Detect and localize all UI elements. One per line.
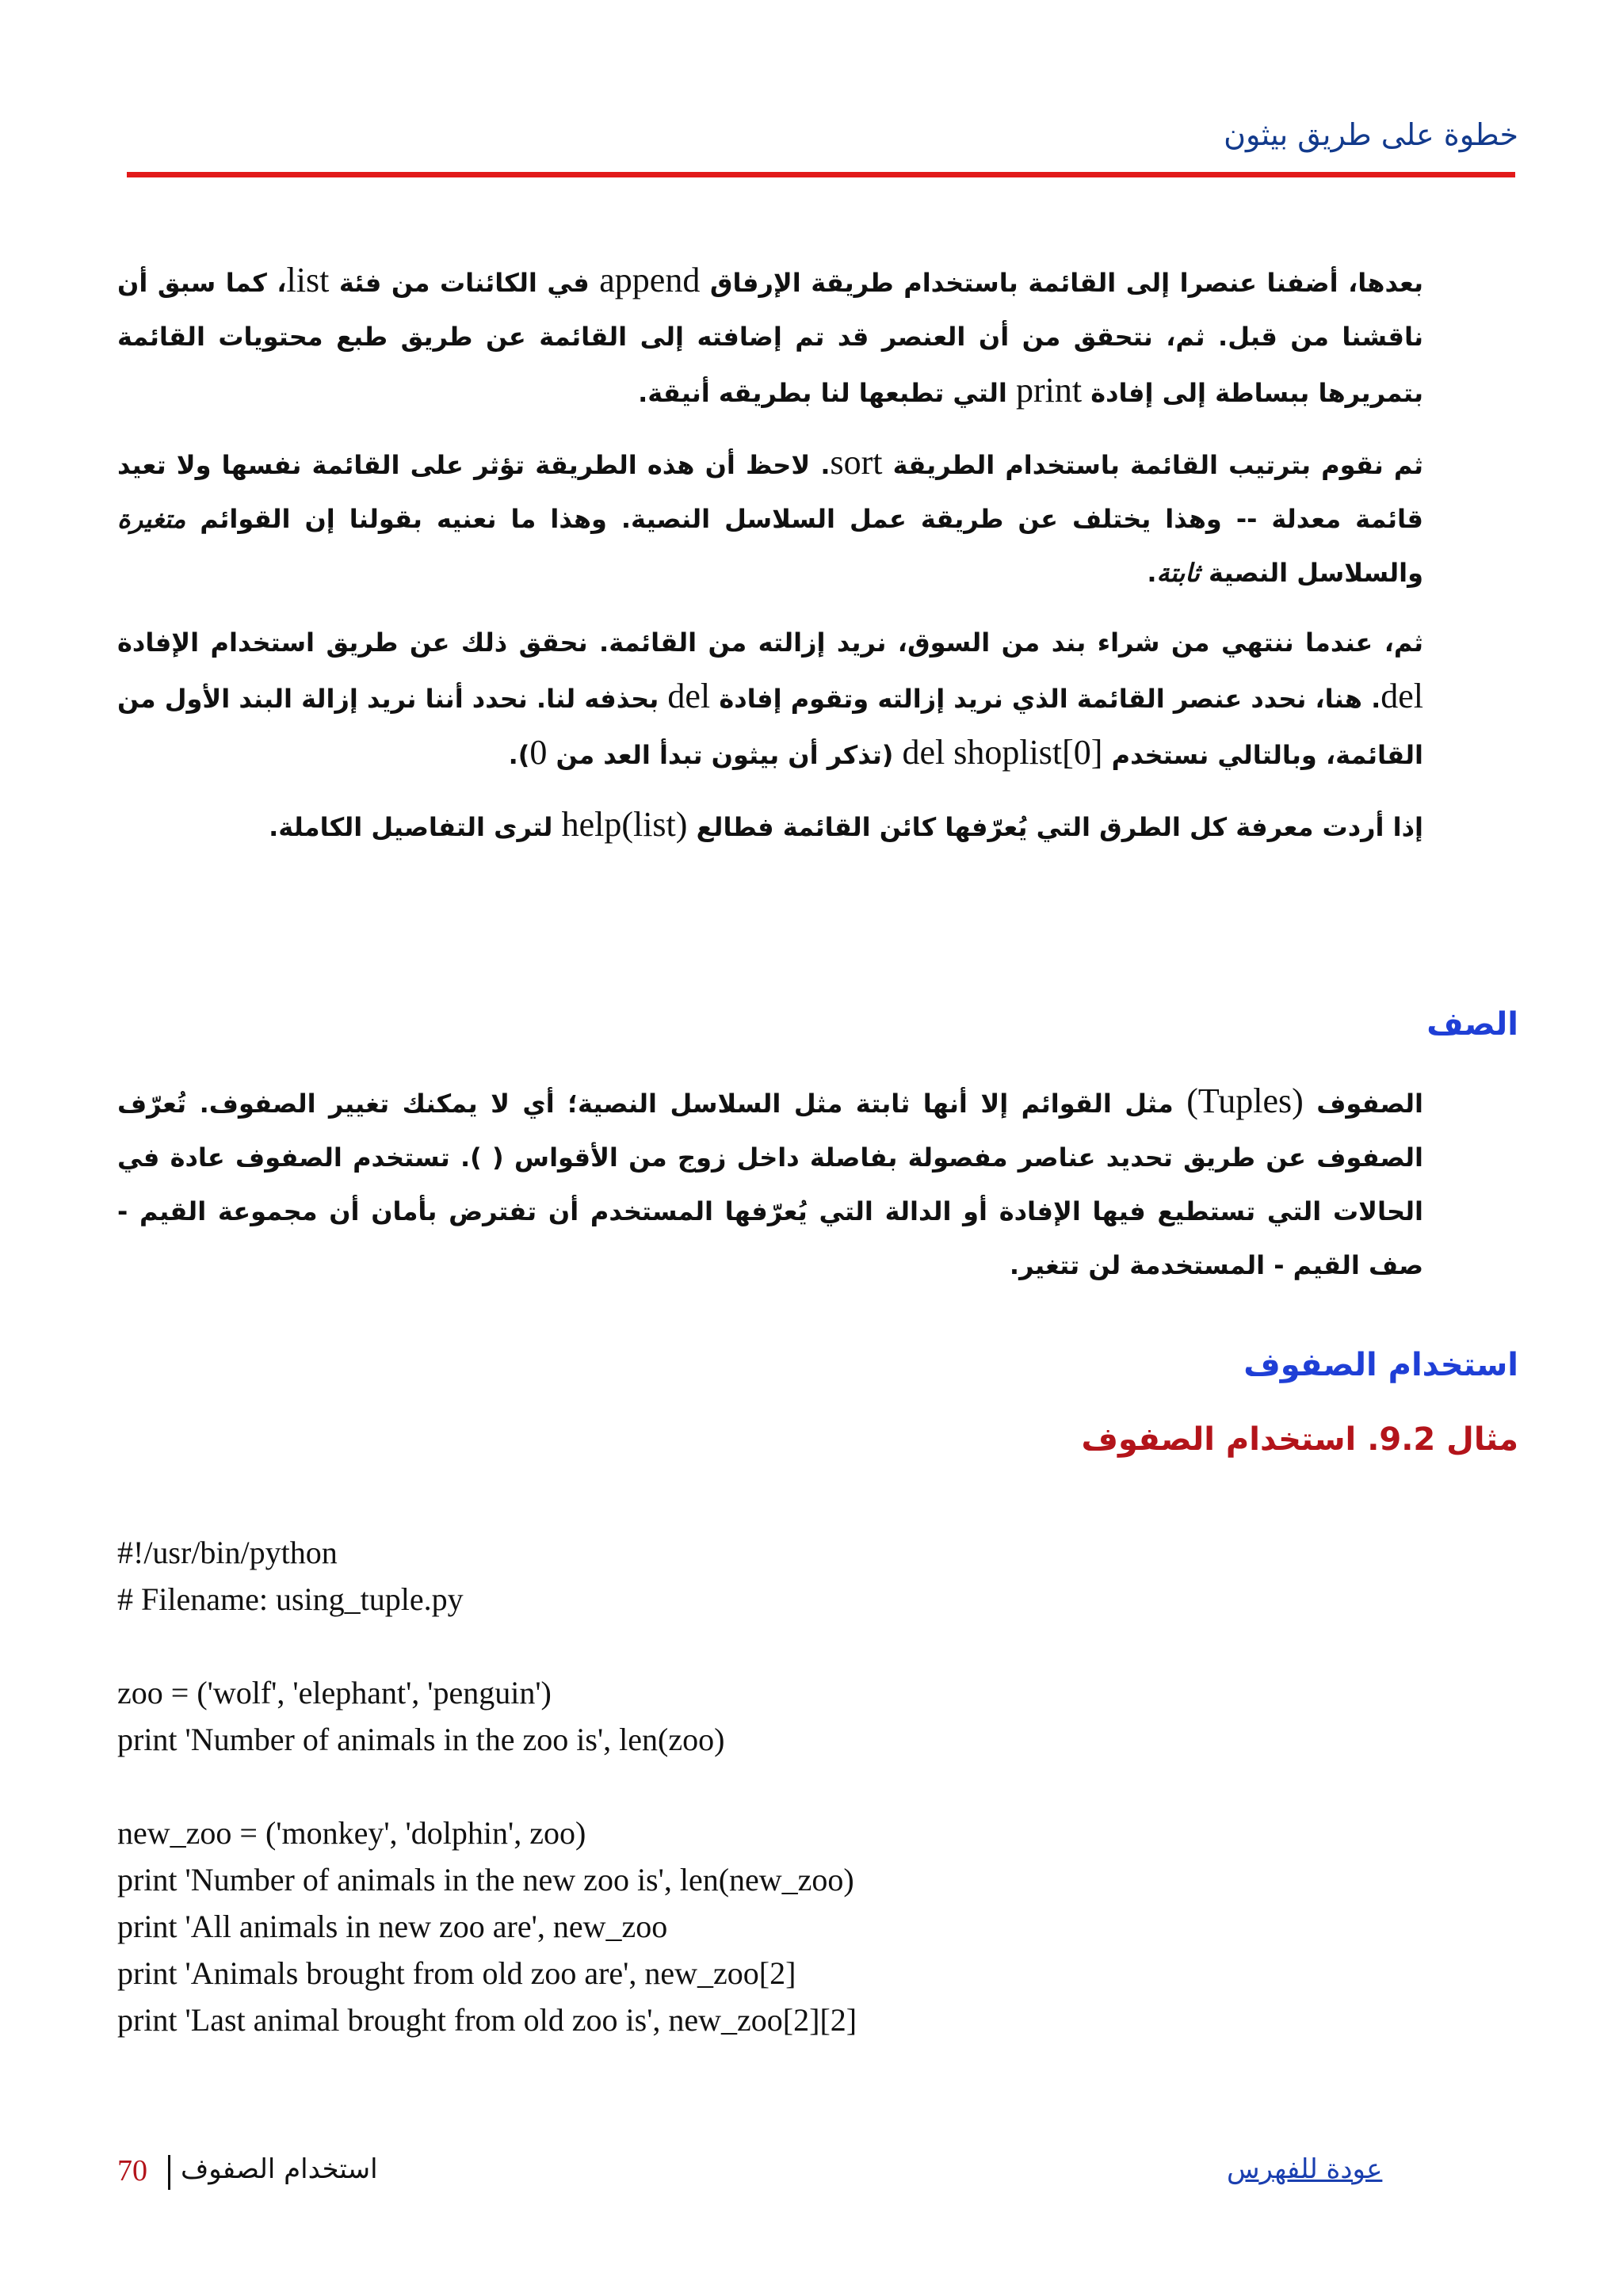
italic-term: ثابتة	[1156, 558, 1200, 588]
code-term: print	[1015, 371, 1083, 410]
code-term: sort	[830, 443, 883, 482]
header-rule	[127, 172, 1515, 177]
code-term: append	[599, 261, 701, 299]
code-line	[117, 1763, 1465, 1810]
strong-term: ثابتة	[855, 1089, 911, 1119]
footer-separator	[168, 2155, 170, 2190]
code-term: help(list)	[561, 805, 688, 844]
code-line: # Filename: using_tuple.py	[117, 1581, 464, 1617]
body-section-list	[117, 254, 1423, 870]
code-line: print 'Animals brought from old zoo are', new_zoo[2]	[117, 1955, 796, 1991]
code-line: #!/usr/bin/python	[117, 1535, 338, 1570]
code-block	[117, 1529, 1465, 2043]
paragraph-tuples: الصفوف (Tuples) مثل القوائم إلا أنها ثابتة مثل السلاسل النصية؛ أي لا يمكنك تغيير الصفوف. تُعرّف الصفوف عن طريق تحديد عناصر مفصولة بفاصلة داخل زوج من الأقواس ( ). تستخدم الصفوف عادة في الحالات التي تستطيع فيها الإفادة أو الدالة التي يُعرّفها المستخدم أن تفترض بأمان أن مجموعة القيم - صف القيم - المستخدمة لن تتغير.	[117, 1081, 1424, 1280]
code-term: del shoplist[0]	[902, 733, 1103, 772]
code-term: (Tuples)	[1186, 1081, 1304, 1120]
section-heading-tuple: الصف	[1426, 1006, 1518, 1043]
code-line: print 'Number of animals in the new zoo is', len(new_zoo)	[117, 1862, 854, 1897]
italic-term: متغيرة	[117, 504, 186, 534]
header-title: خطوة على طريق بيثون	[1224, 117, 1518, 152]
footer-chapter-title: استخدام الصفوف	[181, 2153, 378, 2185]
code-term: list	[286, 261, 330, 299]
body-section-tuple	[117, 1074, 1423, 1308]
page-number: 70	[117, 2154, 147, 2187]
code-line: new_zoo = ('monkey', 'dolphin', zoo)	[117, 1815, 586, 1851]
code-line	[117, 1623, 1465, 1669]
footer	[0, 2153, 1623, 2201]
code-term: 0	[529, 733, 548, 772]
paragraph-help: إذا أردت معرفة كل الطرق التي يُعرّفها كائن القائمة فطالع help(list) لترى التفاصيل الكاملة.	[269, 805, 1423, 844]
code-line: print 'Last animal brought from old zoo is', new_zoo[2][2]	[117, 2002, 857, 2038]
paragraph-del: ثم، عندما ننتهي من شراء بند من السوق، نريد إزالته من القائمة. نحقق ذلك عن طريق استخدام الإفادة del. هنا، نحدد عنصر القائمة الذي نريد إزالته وتقوم إفادة del بحذفه لنا. نحدد أننا نريد إزالة البند الأول من القائمة، وبالتالي نستخدم del shoplist[0] (تذكر أن بيثون تبدأ العد من 0).	[117, 627, 1424, 772]
paragraph-append: بعدها، أضفنا عنصرا إلى القائمة باستخدام طريقة الإرفاق append في الكائنات من فئة list، كما سبق أن ناقشنا من قبل. ثم، نتحقق من أن العنصر قد تم إضافته إلى القائمة عن طريق طبع محتويات القائمة بتمريرها ببساطة إلى إفادة print التي تطبعها لنا بطريقه أنيقة.	[117, 261, 1424, 410]
code-line: print 'All animals in new zoo are', new_zoo	[117, 1909, 668, 1944]
back-to-index-link[interactable]: عودة للفهرس	[1227, 2153, 1383, 2185]
paragraph-sort: ثم نقوم بترتيب القائمة باستخدام الطريقة sort. لاحظ أن هذه الطريقة تؤثر على القائمة نفسها ولا تعيد قائمة معدلة -- وهذا يختلف عن طريقة عمل السلاسل النصية. وهذا ما نعنيه بقولنا إن القوائم متغيرة والسلاسل النصية ثابتة.	[117, 443, 1424, 588]
code-term: del	[667, 677, 711, 715]
section-heading-using-tuples: استخدام الصفوف	[1243, 1347, 1518, 1383]
example-heading: مثال 9.2. استخدام الصفوف	[1081, 1421, 1518, 1458]
code-line: print 'Number of animals in the zoo is', len(zoo)	[117, 1722, 725, 1757]
code-term: del	[1381, 677, 1424, 715]
code-line: zoo = ('wolf', 'elephant', 'penguin')	[117, 1675, 552, 1711]
